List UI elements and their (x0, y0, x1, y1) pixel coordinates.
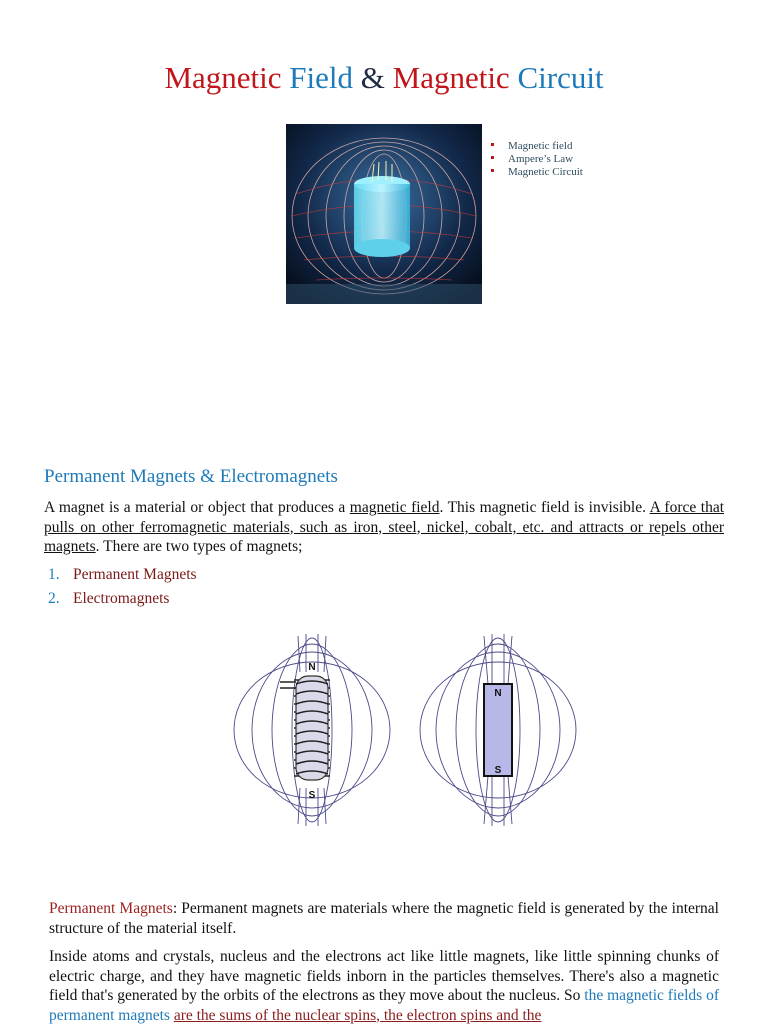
permanent-magnets-definition: : Permanent magnets are materials where the magnetic field is generated by the internal structure of the material itself. (49, 900, 719, 937)
topic-list (490, 140, 583, 179)
solenoid-pole-s: S (308, 790, 316, 801)
intro-text-2: . This magnetic field is invisible. (439, 499, 650, 516)
atoms-underlined: are the sums of the nuclear spins, the electron spins and the (173, 1006, 542, 1024)
list-item (44, 563, 197, 587)
permanent-magnets-paragraph (49, 899, 719, 938)
list-label: Permanent Magnets (73, 566, 197, 583)
title-word-magnetic-2: Magnetic (392, 60, 510, 95)
list-label: Electromagnets (73, 590, 170, 607)
bar-pole-n: N (494, 688, 502, 699)
section-heading: Permanent Magnets & Electromagnets (44, 466, 338, 487)
field-lines-figure (226, 632, 586, 828)
title-word-field: Field (289, 60, 353, 95)
bar-pole-s: S (494, 765, 502, 776)
solenoid-coil (280, 676, 330, 780)
solenoid-pole-n: N (308, 662, 316, 673)
magnetic-field-link[interactable]: magnetic field (349, 499, 440, 516)
list-number: 2. (48, 590, 60, 607)
magnetic-field-illustration (286, 124, 482, 304)
intro-paragraph (44, 498, 724, 557)
permanent-magnets-term: Permanent Magnets (49, 900, 173, 917)
topic-item: Magnetic Circuit (490, 166, 583, 179)
magnet-types-list (44, 563, 197, 611)
atoms-highlight: the magnetic fields of permanent magnets (49, 987, 720, 1024)
intro-text-3: . There are two types of magnets; (95, 538, 303, 555)
intro-text-1: A magnet is a material or object that produces a (44, 499, 350, 516)
topic-item: Magnetic field (490, 140, 583, 153)
title-word-circuit: Circuit (517, 60, 604, 95)
atoms-paragraph (49, 947, 719, 1025)
list-item (44, 587, 197, 611)
atoms-text-1: Inside atoms and crystals, nucleus and the electrons act like little magnets, like little spinning chunks of electric charge, and they have magnetic fields inborn in the particles themselves. There's also a magnetic field that's generated by the orbits of the electrons as they move about the nucleus. So (49, 948, 719, 1004)
topic-item: Ampere’s Law (490, 153, 583, 166)
page-title (0, 58, 768, 98)
force-definition: A force that pulls on other ferromagnetic materials, such as iron, steel, nickel, cobalt, etc. and attracts or repels other magnets (44, 499, 724, 555)
title-ampersand: & (360, 60, 385, 95)
list-number: 1. (48, 566, 60, 583)
hero-magnet-image (286, 124, 482, 304)
title-word-magnetic: Magnetic (164, 60, 282, 95)
field-lines-diagram (226, 632, 586, 828)
